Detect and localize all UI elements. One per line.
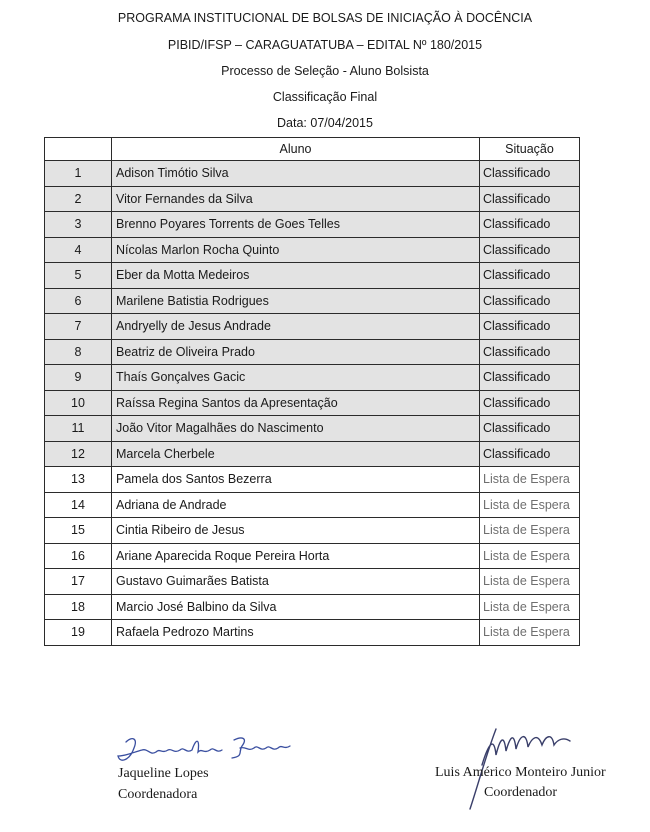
student-name: Pamela dos Santos Bezerra <box>112 467 480 493</box>
status-cell: Lista de Espera <box>480 569 580 595</box>
row-number: 4 <box>45 237 112 263</box>
row-number: 18 <box>45 594 112 620</box>
student-name: Marcela Cherbele <box>112 441 480 467</box>
row-number: 5 <box>45 263 112 289</box>
student-name: Gustavo Guimarães Batista <box>112 569 480 595</box>
table-row <box>45 620 580 646</box>
row-number: 11 <box>45 416 112 442</box>
status-cell: Classificado <box>480 314 580 340</box>
table-row <box>45 212 580 238</box>
student-name: Brenno Poyares Torrents de Goes Telles <box>112 212 480 238</box>
row-number: 12 <box>45 441 112 467</box>
student-name: Cintia Ribeiro de Jesus <box>112 518 480 544</box>
status-cell: Classificado <box>480 288 580 314</box>
student-name: Eber da Motta Medeiros <box>112 263 480 289</box>
process-line: Processo de Seleção - Aluno Bolsista <box>221 64 429 78</box>
status-cell: Classificado <box>480 441 580 467</box>
table-row <box>45 492 580 518</box>
status-cell: Lista de Espera <box>480 620 580 646</box>
row-number: 7 <box>45 314 112 340</box>
status-cell: Classificado <box>480 416 580 442</box>
student-name: Marilene Batistia Rodrigues <box>112 288 480 314</box>
edital-line: PIBID/IFSP – CARAGUATATUBA – EDITAL Nº 180/2015 <box>167 38 483 52</box>
table-row <box>45 543 580 569</box>
status-cell: Classificado <box>480 390 580 416</box>
student-name: Rafaela Pedrozo Martins <box>112 620 480 646</box>
status-cell: Lista de Espera <box>480 518 580 544</box>
right-signer-name: Luis Américo Monteiro Junior <box>435 765 606 780</box>
row-number: 13 <box>45 467 112 493</box>
classification-table <box>44 137 580 646</box>
student-name: Raíssa Regina Santos da Apresentação <box>112 390 480 416</box>
student-name: Andryelly de Jesus Andrade <box>112 314 480 340</box>
program-title: PROGRAMA INSTITUCIONAL DE BOLSAS DE INICIAÇÃO À DOCÊNCIA <box>117 11 533 25</box>
table-row <box>45 288 580 314</box>
status-cell: Classificado <box>480 237 580 263</box>
status-cell: Lista de Espera <box>480 543 580 569</box>
row-number: 17 <box>45 569 112 595</box>
table-row <box>45 441 580 467</box>
status-cell: Classificado <box>480 263 580 289</box>
status-cell: Lista de Espera <box>480 467 580 493</box>
row-number: 6 <box>45 288 112 314</box>
row-number: 8 <box>45 339 112 365</box>
date-line: Data: 07/04/2015 <box>277 116 373 130</box>
table-header-row <box>45 138 580 161</box>
table-row <box>45 467 580 493</box>
student-name: Nícolas Marlon Rocha Quinto <box>112 237 480 263</box>
table-row <box>45 365 580 391</box>
table-row <box>45 569 580 595</box>
right-signer-role: Coordenador <box>484 785 558 800</box>
student-name: Thaís Gonçalves Gacic <box>112 365 480 391</box>
number-column-header <box>45 138 112 161</box>
aluno-column-header: Aluno <box>112 138 480 161</box>
student-name: João Vitor Magalhães do Nascimento <box>112 416 480 442</box>
status-cell: Lista de Espera <box>480 594 580 620</box>
row-number: 16 <box>45 543 112 569</box>
table-row <box>45 314 580 340</box>
table-row <box>45 390 580 416</box>
row-number: 10 <box>45 390 112 416</box>
status-cell: Classificado <box>480 339 580 365</box>
table-row <box>45 339 580 365</box>
left-signer-role: Coordenadora <box>118 787 198 802</box>
table-row <box>45 186 580 212</box>
table-row <box>45 263 580 289</box>
status-cell: Classificado <box>480 212 580 238</box>
student-name: Adriana de Andrade <box>112 492 480 518</box>
row-number: 9 <box>45 365 112 391</box>
table-body <box>45 161 580 646</box>
status-cell: Classificado <box>480 365 580 391</box>
row-number: 15 <box>45 518 112 544</box>
table-row <box>45 237 580 263</box>
table-row <box>45 518 580 544</box>
table-row <box>45 161 580 187</box>
result-title: Classificação Final <box>272 90 378 104</box>
table-row <box>45 594 580 620</box>
row-number: 3 <box>45 212 112 238</box>
situacao-column-header: Situação <box>480 138 580 161</box>
status-cell: Lista de Espera <box>480 492 580 518</box>
row-number: 1 <box>45 161 112 187</box>
student-name: Marcio José Balbino da Silva <box>112 594 480 620</box>
row-number: 2 <box>45 186 112 212</box>
row-number: 14 <box>45 492 112 518</box>
table-row <box>45 416 580 442</box>
status-cell: Classificado <box>480 161 580 187</box>
row-number: 19 <box>45 620 112 646</box>
status-cell: Classificado <box>480 186 580 212</box>
student-name: Vitor Fernandes da Silva <box>112 186 480 212</box>
student-name: Beatriz de Oliveira Prado <box>112 339 480 365</box>
student-name: Ariane Aparecida Roque Pereira Horta <box>112 543 480 569</box>
student-name: Adison Timótio Silva <box>112 161 480 187</box>
left-signer-name: Jaqueline Lopes <box>118 766 209 781</box>
